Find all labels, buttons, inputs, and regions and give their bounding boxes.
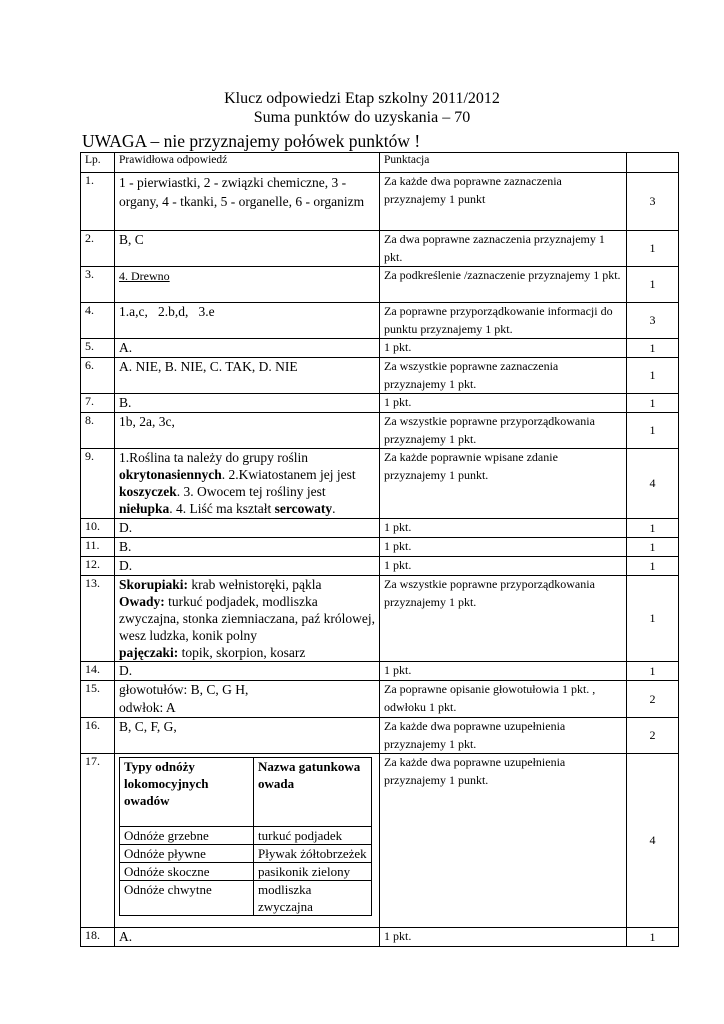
scoring-cell: 1 pkt. <box>380 339 627 358</box>
table-row <box>81 413 679 449</box>
answer-keyword: sercowaty <box>274 501 333 516</box>
row-number: 1. <box>81 173 115 231</box>
table-row <box>81 662 679 681</box>
col-header-answer: Prawidłowa odpowiedź <box>115 153 380 173</box>
answer-cell: D. <box>115 557 380 576</box>
answer-cell: B, C, F, G, <box>115 718 380 754</box>
points-cell: 1 <box>627 413 679 449</box>
table-row <box>81 303 679 339</box>
points-cell: 2 <box>627 718 679 754</box>
answer-cell: 1.a,c, 2.b,d, 3.e <box>115 303 380 339</box>
species-name: Pływak żółtobrzeżek <box>254 845 372 863</box>
scoring-cell: Za podkreślenie /zaznaczenie przyznajemy 1 pkt. <box>380 267 627 303</box>
points-cell: 1 <box>627 662 679 681</box>
group-text: krab wełnistoręki, pąkla <box>188 577 322 592</box>
row-number: 15. <box>81 681 115 718</box>
points-cell: 1 <box>627 358 679 394</box>
scoring-cell: Za każde dwa poprawne uzupełnienia przyznajemy 1 pkt. <box>380 718 627 754</box>
table-row <box>81 718 679 754</box>
table-row <box>81 358 679 394</box>
answer-cell: A. NIE, B. NIE, C. TAK, D. NIE <box>115 358 380 394</box>
table-row <box>81 538 679 557</box>
row-number: 10. <box>81 519 115 538</box>
answer-cell: B. <box>115 394 380 413</box>
table-row <box>81 394 679 413</box>
answer-keyword: okrytonasiennych <box>119 467 222 482</box>
answer-text: . <box>332 501 336 516</box>
legs-col-type: Typy odnóży lokomocyjnych owadów <box>120 758 254 827</box>
table-row <box>81 267 679 303</box>
answer-text: 1.Roślina ta należy do grupy roślin <box>119 450 308 465</box>
row-number: 2. <box>81 231 115 267</box>
col-header-scoring: Punktacja <box>380 153 627 173</box>
answer-keyword: niełupka <box>119 501 170 516</box>
legs-row <box>120 845 372 863</box>
scoring-cell: 1 pkt. <box>380 394 627 413</box>
legs-col-species: Nazwa gatunkowa owada <box>254 758 372 827</box>
total-points-line: Suma punktów do uzyskania – 70 <box>253 109 471 126</box>
species-name: pasikonik zielony <box>254 863 372 881</box>
table-row <box>81 754 679 928</box>
scoring-cell: Za każde dwa poprawne zaznaczenia przyznajemy 1 punkt <box>380 173 627 231</box>
table-row <box>81 681 679 718</box>
row-number: 4. <box>81 303 115 339</box>
answer-line: odwłok: A <box>119 700 176 715</box>
points-cell: 3 <box>627 173 679 231</box>
underlined-answer: 4. Drewno <box>119 269 170 283</box>
answer-text: . 2.Kwiatostanem jej jest <box>221 467 356 482</box>
group-label: Skorupiaki: <box>119 577 189 592</box>
answer-cell <box>115 681 380 718</box>
row-number: 9. <box>81 449 115 519</box>
species-name: modliszka zwyczajna <box>254 881 372 916</box>
scoring-cell: Za poprawne opisanie głowotułowia 1 pkt. , odwłoku 1 pkt. <box>380 681 627 718</box>
row-number: 3. <box>81 267 115 303</box>
answer-cell: D. <box>115 662 380 681</box>
group-text: turkuć podjadek, modliszka zwyczajna, stonka ziemniaczana, paź królowej, wesz ludzka, konik polny <box>119 594 375 643</box>
answer-cell: 1 - pierwiastki, 2 - związki chemiczne, 3 - organy, 4 - tkanki, 5 - organelle, 6 - organizm <box>115 173 380 231</box>
points-cell: 2 <box>627 681 679 718</box>
points-cell: 1 <box>627 394 679 413</box>
points-cell: 1 <box>627 538 679 557</box>
leg-type: Odnóże chwytne <box>120 881 254 916</box>
table-row <box>81 557 679 576</box>
answer-cell: D. <box>115 519 380 538</box>
table-row <box>81 173 679 231</box>
scoring-cell: 1 pkt. <box>380 557 627 576</box>
row-number: 8. <box>81 413 115 449</box>
answer-cell: A. <box>115 339 380 358</box>
points-cell: 1 <box>627 231 679 267</box>
points-cell: 1 <box>627 557 679 576</box>
row-number: 13. <box>81 576 115 662</box>
table-row <box>81 519 679 538</box>
scoring-cell: 1 pkt. <box>380 928 627 947</box>
legs-row <box>120 827 372 845</box>
row-number: 16. <box>81 718 115 754</box>
points-cell: 1 <box>627 928 679 947</box>
answer-cell <box>115 449 380 519</box>
scoring-cell: Za dwa poprawne zaznaczenia przyznajemy 1 pkt. <box>380 231 627 267</box>
table-row <box>81 928 679 947</box>
points-cell: 3 <box>627 303 679 339</box>
scoring-cell: Za wszystkie poprawne przyporządkowania przyznajemy 1 pkt. <box>380 576 627 662</box>
row-number: 12. <box>81 557 115 576</box>
scoring-cell: Za każde dwa poprawne uzupełnienia przyznajemy 1 punkt. <box>380 754 627 928</box>
legs-table-header <box>120 758 372 827</box>
answer-line: głowotułów: B, C, G H, <box>119 682 249 697</box>
points-cell: 1 <box>627 339 679 358</box>
answer-text: . 4. Liść ma kształt <box>169 501 275 516</box>
warning-note: UWAGA – nie przyznajemy połówek punktów ! <box>82 131 421 151</box>
table-row <box>81 339 679 358</box>
species-name: turkuć podjadek <box>254 827 372 845</box>
row-number: 7. <box>81 394 115 413</box>
answer-text: . 3. Owocem tej rośliny jest <box>176 484 326 499</box>
group-text: topik, skorpion, kosarz <box>178 645 306 660</box>
row-number: 17. <box>81 754 115 928</box>
legs-row <box>120 881 372 916</box>
group-label: pajęczaki: <box>119 645 179 660</box>
row-number: 14. <box>81 662 115 681</box>
table-row <box>81 449 679 519</box>
table-row <box>81 231 679 267</box>
table-row <box>81 576 679 662</box>
answer-keyword: koszyczek <box>119 484 177 499</box>
answer-key-table <box>80 152 679 947</box>
scoring-cell: 1 pkt. <box>380 538 627 557</box>
legs-row <box>120 863 372 881</box>
answer-cell <box>115 576 380 662</box>
row-number: 6. <box>81 358 115 394</box>
points-cell: 4 <box>627 449 679 519</box>
legs-table <box>119 757 372 916</box>
leg-type: Odnóże skoczne <box>120 863 254 881</box>
answer-cell: A. <box>115 928 380 947</box>
col-header-lp: Lp. <box>81 153 115 173</box>
scoring-cell: Za poprawne przyporządkowanie informacji do punktu przyznajemy 1 pkt. <box>380 303 627 339</box>
answer-cell <box>115 754 380 928</box>
answer-cell: B. <box>115 538 380 557</box>
row-number: 18. <box>81 928 115 947</box>
row-number: 5. <box>81 339 115 358</box>
points-cell: 1 <box>627 519 679 538</box>
points-cell: 1 <box>627 576 679 662</box>
leg-type: Odnóże grzebne <box>120 827 254 845</box>
table-header-row <box>81 153 679 173</box>
points-cell: 1 <box>627 267 679 303</box>
points-cell: 4 <box>627 754 679 928</box>
scoring-cell: Za wszystkie poprawne przyporządkowania przyznajemy 1 pkt. <box>380 413 627 449</box>
row-number: 11. <box>81 538 115 557</box>
scoring-cell: Za każde poprawnie wpisane zdanie przyznajemy 1 punkt. <box>380 449 627 519</box>
scoring-cell: Za wszystkie poprawne zaznaczenia przyznajemy 1 pkt. <box>380 358 627 394</box>
answer-cell: 1b, 2a, 3c, <box>115 413 380 449</box>
scoring-cell: 1 pkt. <box>380 519 627 538</box>
scoring-cell: 1 pkt. <box>380 662 627 681</box>
answer-cell: B, C <box>115 231 380 267</box>
leg-type: Odnóże pływne <box>120 845 254 863</box>
col-header-points <box>627 153 679 173</box>
document-title: Klucz odpowiedzi Etap szkolny 2011/2012 <box>224 90 500 107</box>
group-label: Owady: <box>119 594 165 609</box>
answer-cell <box>115 267 380 303</box>
